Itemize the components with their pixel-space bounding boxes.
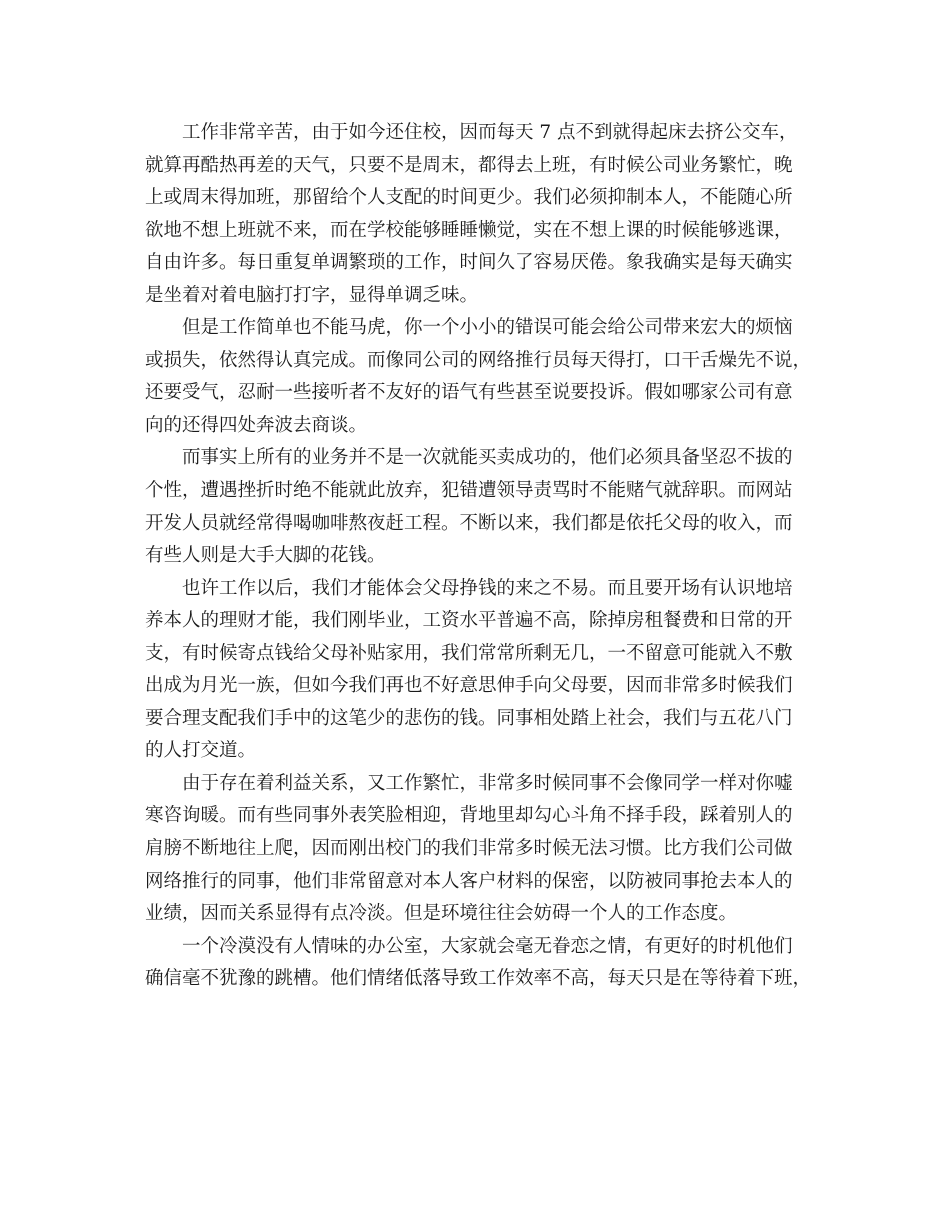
text-line: 网络推行的同事，他们非常留意对本人客户材料的保密，以防被同事抢去本人的 [145,870,793,892]
text-line: 向的还得四处奔波去商谈。 [145,414,368,436]
text-line: 或损失，依然得认真完成。而像同公司的网络推行员每天得打，口干舌燥先不说， [145,349,812,371]
text-line: 寒咨询暖。而有些同事外表笑脸相迎，背地里却勾心斗角不择手段，踩着别人的 [145,805,793,827]
paragraph-1 [145,117,805,312]
text-line: 个性，遭遇挫折时绝不能就此放弃，犯错遭领导责骂时不能赌气就辞职。而网站 [145,480,793,502]
text-line: 而事实上所有的业务并不是一次就能买卖成功的，他们必须具备坚忍不拔的 [182,447,793,469]
text-line: 但是工作简单也不能马虎，你一个小小的错误可能会给公司带来宏大的烦恼 [182,317,793,339]
paragraph-5 [145,768,805,931]
text-line: 出成为月光一族，但如今我们再也不好意思伸手向父母要，因而非常多时候我们 [145,675,793,697]
text-line: 工作非常辛苦，由于如今还住校，因而每天 7 点不到就得起床去挤公交车， [182,122,798,143]
paragraph-4 [145,573,805,768]
paragraph-6 [145,931,812,996]
text-line: 上或周末得加班，那留给个人支配的时间更少。我们必须抑制本人，不能随心所 [145,187,793,209]
text-line: 的人打交道。 [145,740,257,762]
text-line: 养本人的理财才能，我们刚毕业，工资水平普遍不高，除掉房租餐费和日常的开 [145,610,793,632]
text-line: 欲地不想上班就不来，而在学校能够睡睡懒觉，实在不想上课的时候能够逃课， [145,219,793,241]
text-line: 支，有时候寄点钱给父母补贴家用，我们常常所剩无几，一不留意可能就入不敷 [145,642,793,664]
paragraph-2 [145,312,812,442]
text-line: 有些人则是大手大脚的花钱。 [145,545,386,567]
text-line: 一个冷漠没有人情味的办公室，大家就会毫无眷恋之情，有更好的时机他们 [182,935,793,957]
text-line: 业绩，因而关系显得有点冷淡。但是环境往往会妨碍一个人的工作态度。 [145,903,738,925]
document-body [145,117,812,996]
text-line: 要合理支配我们手中的这笔少的悲伤的钱。同事相处踏上社会，我们与五花八门 [145,707,793,729]
text-line: 肩膀不断地往上爬，因而刚出校门的我们非常多时候无法习惯。比方我们公司做 [145,838,793,860]
text-line: 是坐着对着电脑打打字，显得单调乏味。 [145,284,479,306]
text-line: 确信毫不犹豫的跳槽。他们情绪低落导致工作效率不高，每天只是在等待着下班， [145,968,812,990]
text-line: 就算再酷热再差的天气，只要不是周末，都得去上班，有时候公司业务繁忙，晚 [145,154,793,176]
text-line: 还要受气，忍耐一些接听者不友好的语气有些甚至说要投诉。假如哪家公司有意 [145,382,793,404]
text-line: 开发人员就经常得喝咖啡熬夜赶工程。不断以来，我们都是依托父母的收入，而 [145,512,793,534]
paragraph-3 [145,442,805,572]
text-line: 也许工作以后，我们才能体会父母挣钱的来之不易。而且要开场有认识地培 [182,577,793,599]
text-line: 由于存在着利益关系，又工作繁忙，非常多时候同事不会像同学一样对你嘘 [182,772,793,794]
text-line: 自由许多。每日重复单调繁琐的工作，时间久了容易厌倦。象我确实是每天确实 [145,252,793,274]
